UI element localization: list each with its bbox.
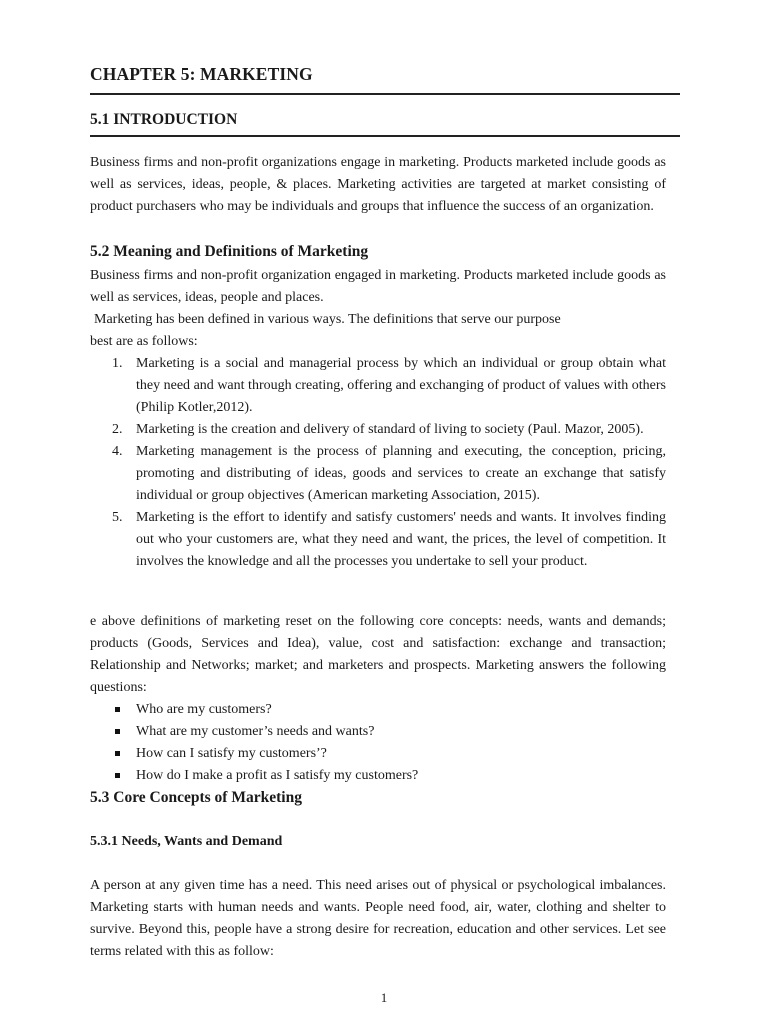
definition-text: Marketing is a social and managerial process by which an individual or group obtain what they need and want through creating, offering and exchanging of product of values with others (Philip Kotler,2012). [136,356,666,415]
question-text: How can I satisfy my customers’? [136,746,327,761]
bullet-icon [115,773,120,778]
meaning-paragraph-1: Business firms and non-profit organization engaged in marketing. Products marketed include goods as well as services, ideas, people and places. [90,268,666,305]
core-concepts-paragraph: e above definitions of marketing reset on the following core concepts: needs, wants and demands; products (Goods, Services and Idea), value, cost and satisfaction: exchange and transaction; Relationship and Networks; market; and marketers and prospects. Marketing answers the following questions: [90,614,666,695]
definition-item [90,419,666,441]
definition-number: 2. [112,422,123,437]
definition-text: Marketing is the effort to identify and satisfy customers' needs and wants. It involves finding out who your customers are, what they need and want, the prices, the level of competition. It involves the knowledge and all the processes you undertake to sell your product. [136,510,666,569]
needs-paragraph: A person at any given time has a need. This need arises out of physical or psychological imbalances. Marketing starts with human needs and wants. People need food, air, water, clothing and shelter to survive. Beyond this, people have a strong desire for recreation, education and other services. Let see terms related with this as follow: [90,878,666,959]
bullet-icon [115,751,120,756]
question-text: Who are my customers? [136,702,272,717]
question-item [90,765,666,787]
definition-item [90,507,666,573]
definition-number: 5. [112,510,123,525]
meaning-paragraph-2-line-2: best are as follows: [90,334,198,349]
intro-paragraph: Business firms and non-profit organizations engage in marketing. Products marketed include goods as well as services, ideas, people, & places. Marketing activities are targeted at market consisting of product purchasers who may be individuals and groups that influence the success of an organization. [90,155,666,214]
definition-item [90,441,666,507]
section-heading-meaning: 5.2 Meaning and Definitions of Marketing [90,243,369,260]
definition-number: 1. [112,356,123,371]
definition-number: 4. [112,444,123,459]
questions-list [90,699,666,787]
bullet-icon [115,729,120,734]
definitions-list [90,353,666,573]
section-heading-core-concepts: 5.3 Core Concepts of Marketing [90,789,302,806]
question-item [90,743,666,765]
definition-item [90,353,666,419]
chapter-title: CHAPTER 5: MARKETING [90,64,680,95]
question-item [90,699,666,721]
subsection-heading-needs: 5.3.1 Needs, Wants and Demand [90,834,283,849]
definition-text: Marketing management is the process of planning and executing, the conception, pricing, promoting and distributing of ideas, goods and services to create an exchange that satisfy individual or group objectives (American marketing Association, 2015). [136,444,666,503]
section-heading-introduction: 5.1 INTRODUCTION [90,111,680,137]
page-number: 1 [380,990,388,1005]
question-item [90,721,666,743]
definition-text: Marketing is the creation and delivery of standard of living to society (Paul. Mazor, 2005). [136,422,644,437]
meaning-paragraph-2-line-1: Marketing has been defined in various ways. The definitions that serve our purpose [94,312,561,327]
question-text: How do I make a profit as I satisfy my customers? [136,768,419,783]
bullet-icon [115,707,120,712]
question-text: What are my customer’s needs and wants? [136,724,375,739]
meaning-paragraph-2 [90,309,666,353]
